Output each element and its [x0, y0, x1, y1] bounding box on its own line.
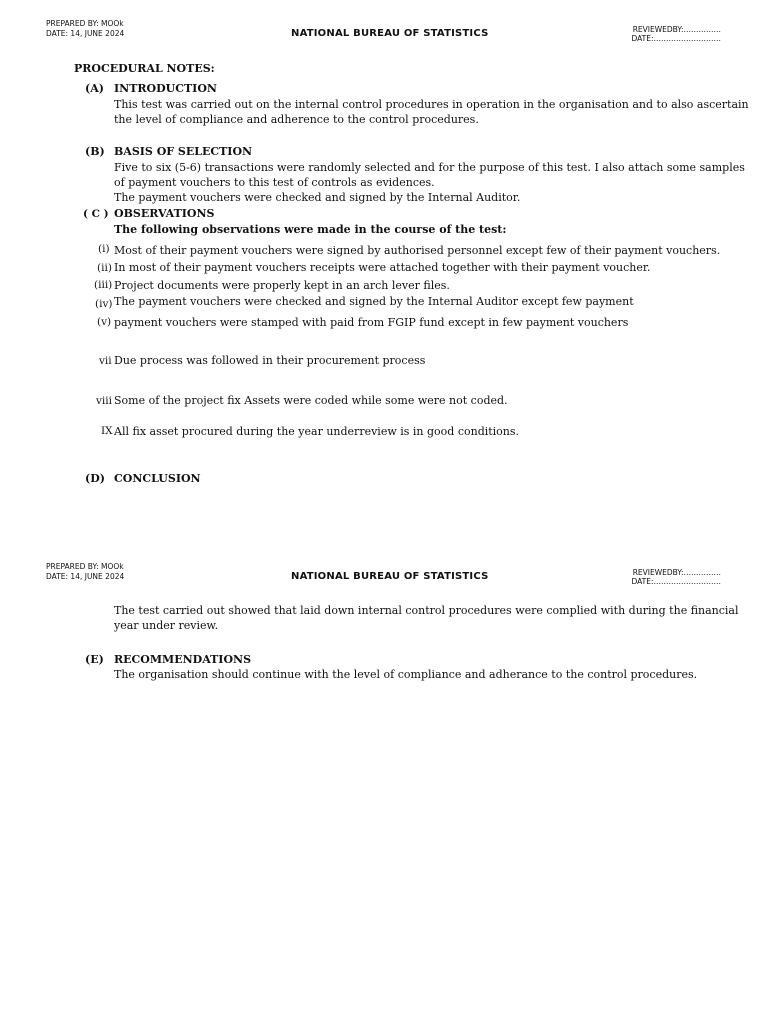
observation-number: (i) [98, 243, 110, 255]
observation-text: Most of their payment vouchers were signed by authorised personnel except few of their payment vouchers. [114, 244, 721, 257]
observation-number: (iv) [95, 298, 113, 310]
section-b-heading: BASIS OF SELECTION [114, 145, 253, 158]
section-c-intro: The following observations were made in the course of the test: [114, 223, 507, 236]
section-e-label: (E) [85, 653, 104, 666]
header-review-date: DATE:……………………… [631, 577, 721, 586]
section-a-heading: INTRODUCTION [114, 82, 217, 95]
section-b-line-3: The payment vouchers were checked and signed by the Internal Auditor. [114, 191, 521, 204]
observation-text: Some of the project fix Assets were coded while some were not coded. [114, 394, 508, 407]
observation-text: Project documents were properly kept in an arch lever files. [114, 279, 450, 292]
header-prepared-by: PREPARED BY: MOOk [46, 19, 124, 28]
section-c-label: ( C ) [83, 208, 109, 220]
section-b-line-2: of payment vouchers to this test of controls as evidences. [114, 176, 435, 189]
observation-number: (iii) [94, 279, 113, 291]
section-b-line-1: Five to six (5-6) transactions were randomly selected and for the purpose of this test. I also attach some samples [114, 161, 745, 174]
header-review-date: DATE:……………………… [631, 34, 721, 43]
observation-number: viii [96, 395, 113, 407]
section-b-label: (B) [85, 145, 105, 158]
observation-text: All fix asset procured during the year underreview is in good conditions. [114, 425, 520, 438]
section-a-line-2: the level of compliance and adherence to the control procedures. [114, 113, 479, 126]
header-date: DATE: 14, JUNE 2024 [46, 29, 125, 38]
observation-text: Due process was followed in their procurement process [114, 354, 426, 367]
header-date: DATE: 14, JUNE 2024 [46, 572, 125, 581]
section-d-label: (D) [85, 472, 105, 485]
observation-text: payment vouchers were stamped with paid from FGIP fund except in few payment vouchers [114, 316, 629, 329]
section-e-heading: RECOMMENDATIONS [114, 653, 252, 666]
section-e-line-1: The organisation should continue with the level of compliance and adherance to the control procedures. [114, 668, 698, 681]
section-c-heading: OBSERVATIONS [114, 207, 215, 220]
section-d-line-1: The test carried out showed that laid down internal control procedures were complied with during the financial [114, 604, 739, 617]
page-title: NATIONAL BUREAU OF STATISTICS [291, 28, 489, 39]
observation-text: In most of their payment vouchers receipts were attached together with their payment voucher. [114, 261, 651, 274]
observation-number: vii [99, 355, 112, 367]
header-reviewed-by: REVIEWEDBY:…………… [632, 25, 721, 34]
header-prepared-by: PREPARED BY: MOOk [46, 562, 124, 571]
header-reviewed-by: REVIEWEDBY:…………… [632, 568, 721, 577]
observation-number: (ii) [97, 262, 112, 274]
observation-text: The payment vouchers were checked and signed by the Internal Auditor except few payment [114, 295, 634, 308]
observation-number: IX [101, 425, 113, 437]
procedural-notes-heading: PROCEDURAL NOTES: [74, 62, 215, 75]
page-title: NATIONAL BUREAU OF STATISTICS [291, 571, 489, 582]
section-a-label: (A) [85, 82, 104, 95]
section-a-line-1: This test was carried out on the internal control procedures in operation in the organisation and to also ascertain [114, 98, 749, 111]
section-d-line-2: year under review. [114, 619, 219, 632]
section-d-heading: CONCLUSION [114, 472, 201, 485]
observation-number: (v) [97, 316, 112, 328]
